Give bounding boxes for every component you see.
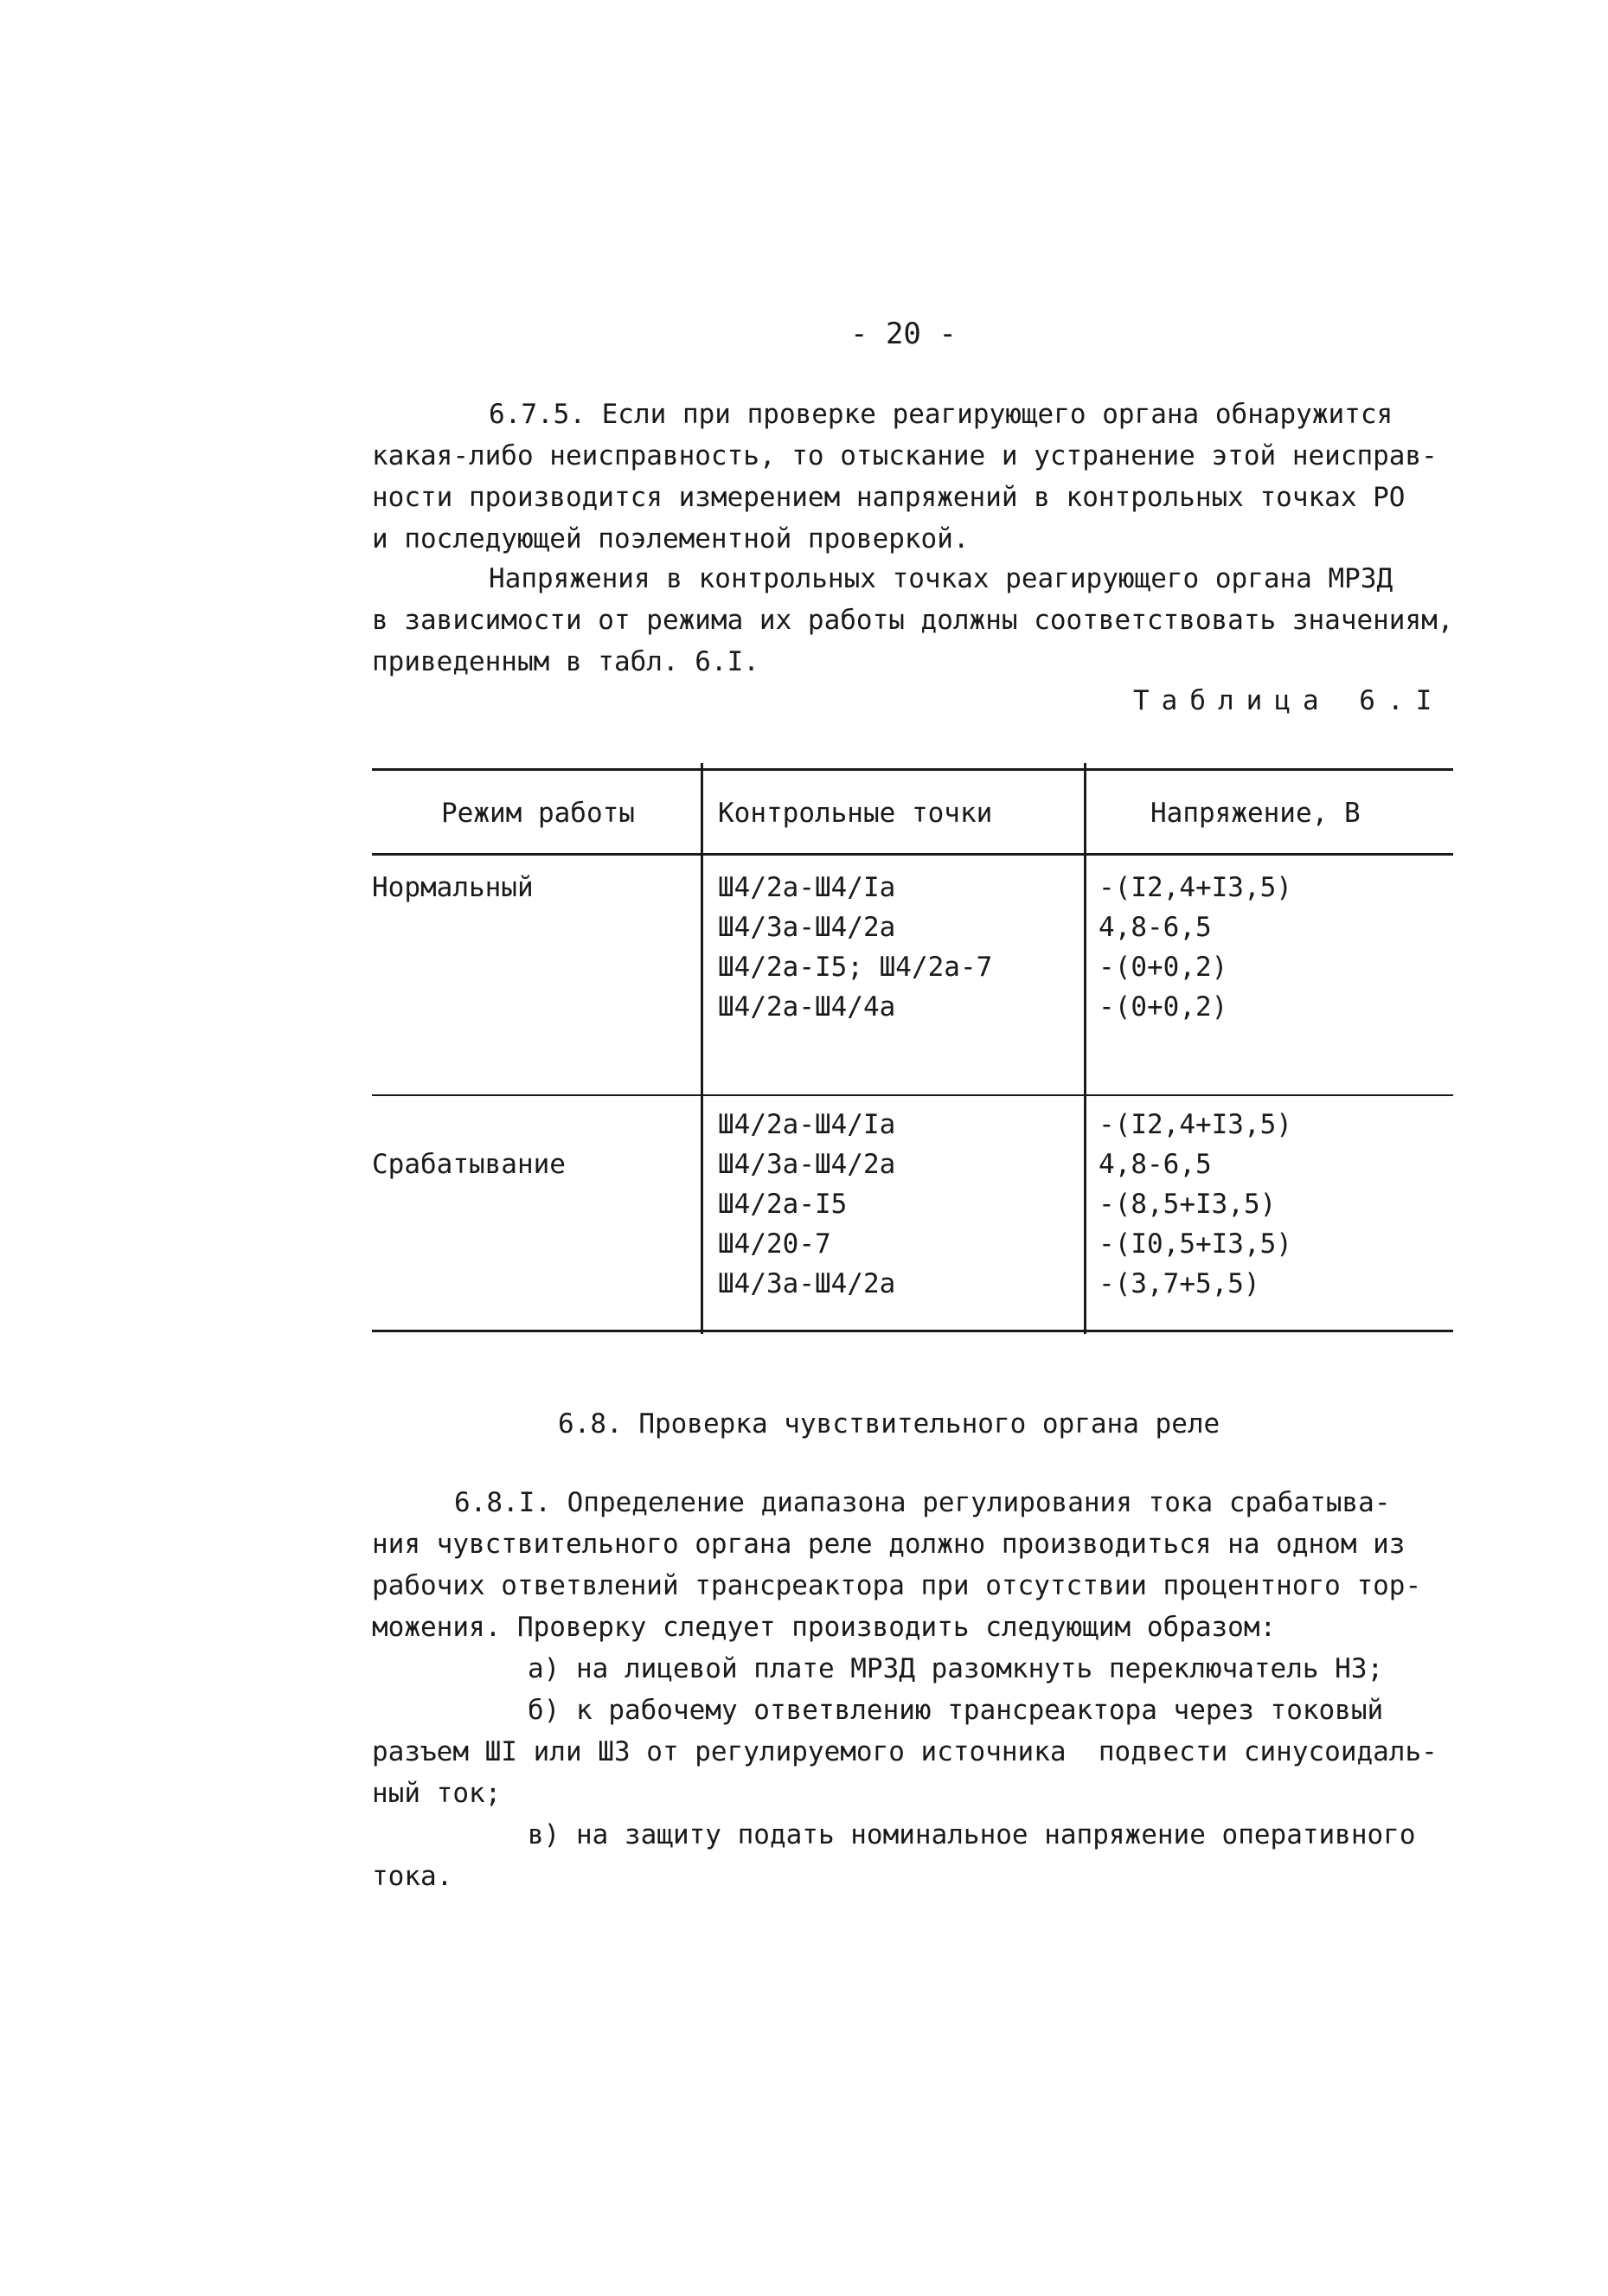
cell-point: Ш4/20-7: [718, 1228, 831, 1260]
section-68-title: 6.8. Проверка чувствительного органа реле: [558, 1408, 1220, 1440]
para-681-line-4: можения. Проверку следует производить следующим образом:: [372, 1612, 1277, 1643]
item-b-line-2: разъем ШI или Ш3 от регулируемого источника подвести синусоидаль-: [372, 1736, 1438, 1767]
page-number: - 20 -: [850, 317, 957, 351]
cell-point: Ш4/2а-I5: [718, 1189, 848, 1220]
item-b-line-3: ный ток;: [372, 1778, 502, 1809]
para-voltages-line-2: в зависимости от режима их работы должны соответствовать значениям,: [372, 605, 1454, 636]
cell-point: Ш4/3а-Ш4/2а: [718, 1268, 896, 1299]
item-v-line-1: в) на защиту подать номинальное напряжение оперативного: [528, 1819, 1416, 1850]
para-681-line-2: ния чувствительного органа реле должно производиться на одном из: [372, 1529, 1406, 1560]
para-675-line-2: какая-либо неисправность, то отыскание и устранение этой неисправ-: [372, 440, 1438, 471]
cell-voltage: -(3,7+5,5): [1099, 1268, 1260, 1299]
para-voltages-line-3: приведенным в табл. 6.I.: [372, 646, 759, 677]
cell-point: Ш4/2а-Ш4/Iа: [718, 1109, 896, 1140]
para-675-line-3: ности производится измерением напряжений в контрольных точках РО: [372, 482, 1406, 513]
item-v-line-2: тока.: [372, 1861, 453, 1892]
header-points: Контрольные точки: [718, 798, 993, 829]
row-mode-normal: Нормальный: [372, 872, 534, 903]
cell-point: Ш4/3а-Ш4/2а: [718, 1149, 896, 1180]
table-col-divider-2: [1084, 763, 1086, 1334]
table-caption: Таблица 6.I: [1133, 685, 1445, 716]
para-voltages-line-1: Напряжения в контрольных точках реагирующего органа МРЗД: [489, 563, 1393, 594]
table-col-divider-1: [701, 763, 703, 1334]
cell-voltage: 4,8-6,5: [1099, 912, 1212, 943]
item-a: а) на лицевой плате МРЗД разомкнуть переключатель НЗ;: [528, 1653, 1384, 1684]
cell-voltage: -(I2,4+I3,5): [1099, 872, 1292, 903]
cell-point: Ш4/2а-I5; Ш4/2а-7: [718, 952, 993, 983]
cell-voltage: -(I0,5+I3,5): [1099, 1228, 1292, 1260]
cell-point: Ш4/2а-Ш4/4а: [718, 991, 896, 1023]
cell-voltage: 4,8-6,5: [1099, 1149, 1212, 1180]
cell-voltage: -(8,5+I3,5): [1099, 1189, 1277, 1220]
cell-point: Ш4/3а-Ш4/2а: [718, 912, 896, 943]
para-675-line-4: и последующей поэлементной проверкой.: [372, 523, 970, 555]
table-header-rule: [372, 853, 1453, 856]
table-top-rule: [372, 768, 1453, 771]
cell-voltage: -(0+0,2): [1099, 952, 1228, 983]
cell-voltage: -(0+0,2): [1099, 991, 1228, 1023]
table-group-rule: [372, 1094, 1453, 1096]
header-mode: Режим работы: [441, 798, 635, 829]
table-bottom-rule: [372, 1330, 1453, 1332]
header-voltage: Напряжение, В: [1150, 798, 1361, 829]
para-681-line-1: 6.8.I. Определение диапазона регулирования тока срабатыва-: [454, 1487, 1391, 1518]
item-b-line-1: б) к рабочему ответвлению трансреактора через токовый: [528, 1695, 1384, 1726]
row-mode-trip: Срабатывание: [372, 1149, 566, 1180]
para-681-line-3: рабочих ответвлений трансреактора при отсутствии процентного тор-: [372, 1570, 1422, 1601]
voltage-table: [372, 763, 1453, 1334]
para-675-line-1: 6.7.5. Если при проверке реагирующего органа обнаружится: [489, 399, 1393, 430]
cell-point: Ш4/2а-Ш4/Iа: [718, 872, 896, 903]
cell-voltage: -(I2,4+I3,5): [1099, 1109, 1292, 1140]
